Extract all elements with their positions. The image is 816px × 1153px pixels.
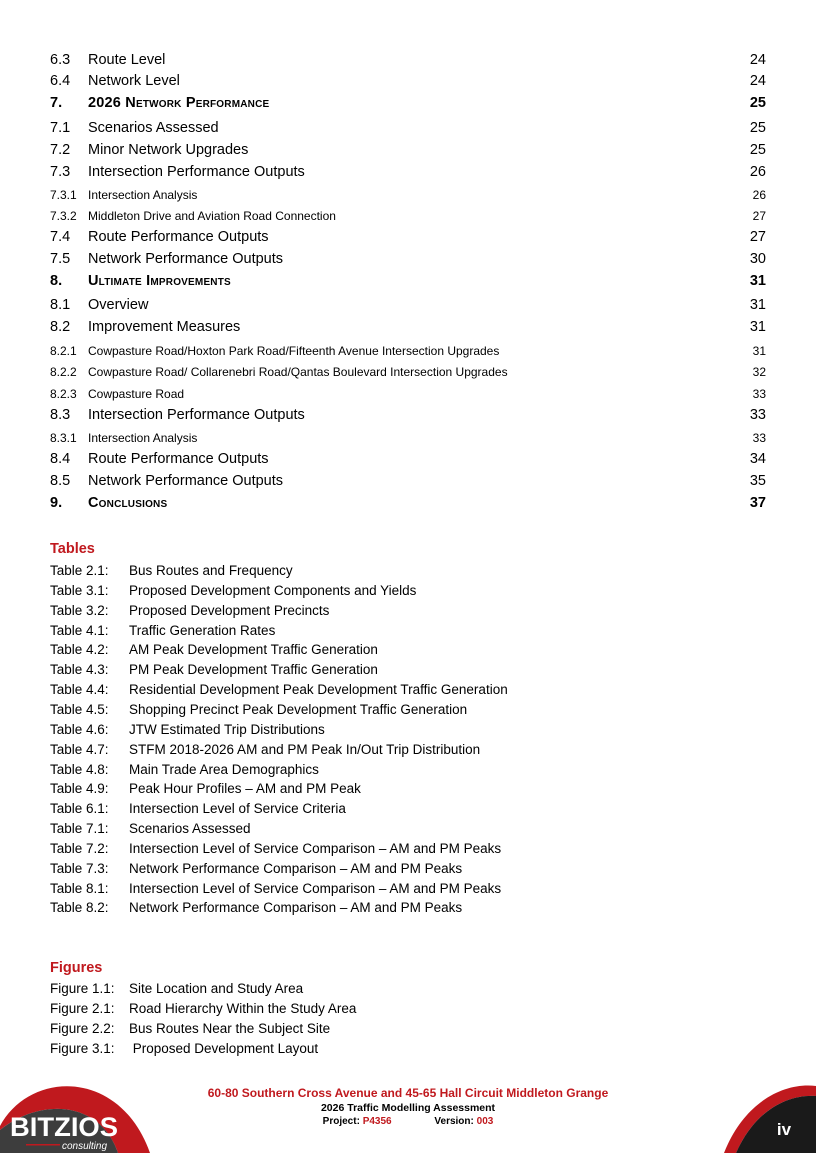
- toc-entry[interactable]: [50, 431, 766, 445]
- footer-subtitle: 2026 Traffic Modelling Assessment: [320, 1102, 496, 1114]
- toc-entry-number: 8.3.1: [50, 431, 77, 445]
- table-list-item-title: Traffic Generation Rates: [129, 622, 276, 638]
- toc-entry-page: 27: [752, 209, 766, 223]
- table-list-item-title: AM Peak Development Traffic Generation: [129, 642, 378, 658]
- toc-entry-title: Intersection Performance Outputs: [88, 164, 305, 180]
- table-list-item-label: Table 3.2:: [50, 602, 109, 618]
- toc-entry-title: Intersection Performance Outputs: [88, 407, 305, 423]
- table-list-item[interactable]: [50, 623, 275, 638]
- table-list-item[interactable]: [50, 841, 501, 856]
- toc-entry[interactable]: [50, 188, 766, 202]
- toc-entry-page: 30: [749, 251, 766, 267]
- toc-entry-number: 8.3: [50, 407, 71, 423]
- footer-project-code: P4356: [362, 1116, 392, 1127]
- footer-project-label: Project:: [322, 1116, 360, 1127]
- toc-entry-title: Network Level: [88, 73, 180, 89]
- table-list-item[interactable]: [50, 702, 467, 717]
- figure-list-item[interactable]: [50, 1041, 318, 1056]
- footer-version-code: 003: [476, 1116, 494, 1127]
- toc-entry[interactable]: [50, 209, 766, 223]
- table-list-item-label: Table 4.9:: [50, 781, 109, 797]
- toc-entry-page: 33: [752, 431, 766, 445]
- toc-entry[interactable]: [50, 344, 766, 358]
- toc-entry-page: 37: [749, 495, 766, 511]
- table-list-item[interactable]: [50, 801, 346, 816]
- toc-entry-page: 27: [749, 229, 766, 245]
- table-list-item[interactable]: [50, 821, 251, 836]
- toc-entry[interactable]: [50, 407, 766, 423]
- figure-list-item-label: Figure 2.2:: [50, 1021, 115, 1036]
- toc-entry-page: 25: [749, 142, 766, 158]
- toc-entry-number: 7.3: [50, 164, 71, 180]
- logo-tagline: consulting: [62, 1141, 108, 1152]
- toc-entry-number: 8.4: [50, 451, 71, 467]
- logo-tagline-rule: [26, 1144, 60, 1146]
- toc-entry-page: 31: [749, 319, 766, 335]
- toc-entry-title: Cowpasture Road: [88, 387, 185, 401]
- figure-list-item-title: Road Hierarchy Within the Study Area: [129, 1001, 357, 1016]
- table-list-item-label: Table 4.5:: [50, 701, 109, 717]
- figure-list-item[interactable]: [50, 1021, 330, 1036]
- toc-entry-page: 31: [752, 344, 766, 358]
- table-list-item[interactable]: [50, 861, 462, 876]
- figure-list-item-title: Proposed Development Layout: [129, 1041, 319, 1056]
- toc-entry-number: 7.2: [50, 142, 71, 158]
- toc-entry-number: 9.: [50, 495, 63, 511]
- table-list-item-label: Table 3.1:: [50, 582, 109, 598]
- footer-project-title: 60-80 Southern Cross Avenue and 45-65 Hall Circuit Middleton Grange: [207, 1086, 609, 1100]
- toc-entry-title: Route Level: [88, 52, 166, 68]
- table-list-item-title: Proposed Development Precincts: [129, 602, 330, 618]
- table-list-item[interactable]: [50, 900, 462, 915]
- toc-entry-number: 8.5: [50, 473, 71, 489]
- table-list-item-title: Proposed Development Components and Yields: [129, 582, 417, 598]
- toc-entry-page: 26: [752, 188, 766, 202]
- toc-entry-title: Overview: [88, 297, 149, 313]
- toc-entry[interactable]: [50, 387, 766, 401]
- table-list-item-label: Table 7.1:: [50, 821, 109, 837]
- footer-version-label: Version:: [434, 1116, 474, 1127]
- table-list-item[interactable]: [50, 642, 378, 657]
- table-list-item-title: Intersection Level of Service Criteria: [129, 801, 346, 817]
- table-list-item[interactable]: [50, 781, 361, 796]
- table-list-item-label: Table 4.8:: [50, 761, 109, 777]
- toc-entry[interactable]: [50, 164, 766, 180]
- footer-project-line: [0, 1116, 816, 1127]
- table-list-item-label: Table 7.2:: [50, 840, 109, 856]
- table-list-item-label: Table 4.1:: [50, 622, 109, 638]
- table-list-item[interactable]: [50, 762, 319, 777]
- table-list-item[interactable]: [50, 662, 378, 677]
- toc-entry[interactable]: [50, 229, 766, 245]
- table-list-item[interactable]: [50, 583, 416, 598]
- table-list-item-label: Table 4.2:: [50, 642, 109, 658]
- table-list-item-title: Network Performance Comparison – AM and PM Peaks: [129, 860, 463, 876]
- toc-entry[interactable]: [50, 297, 766, 313]
- toc-entry-title: Conclusions: [88, 495, 168, 511]
- toc-entry[interactable]: [50, 319, 766, 335]
- table-list-item[interactable]: [50, 563, 293, 578]
- figures-heading: Figures: [50, 960, 103, 976]
- toc-entry-number: 8.2.3: [50, 387, 77, 401]
- table-list-item-title: Intersection Level of Service Comparison – AM and PM Peaks: [129, 840, 502, 856]
- table-list-item[interactable]: [50, 682, 508, 697]
- toc-entry[interactable]: [50, 451, 766, 467]
- toc-entry-number: 7.3.2: [50, 209, 77, 223]
- toc-entry-number: 8.1: [50, 297, 71, 313]
- toc-entry-title: Cowpasture Road/ Collarenebri Road/Qantas Boulevard Intersection Upgrades: [88, 365, 508, 379]
- table-list-item-label: Table 4.6:: [50, 721, 109, 737]
- tables-heading: Tables: [50, 541, 95, 557]
- table-list-item-title: Main Trade Area Demographics: [129, 761, 319, 777]
- toc-entry[interactable]: [50, 52, 766, 68]
- table-list-item-label: Table 2.1:: [50, 563, 109, 578]
- table-list-item-title: PM Peak Development Traffic Generation: [129, 662, 378, 678]
- figure-list-item-label: Figure 3.1:: [50, 1041, 115, 1056]
- page-number: iv: [776, 1120, 792, 1139]
- toc-entry-title: Intersection Analysis: [88, 431, 198, 445]
- toc-entry-number: 6.4: [50, 73, 71, 89]
- toc-entry[interactable]: [50, 365, 766, 379]
- toc-entry-number: 7.3.1: [50, 188, 77, 202]
- toc-entry[interactable]: [50, 273, 766, 289]
- toc-entry-page: 34: [749, 451, 766, 467]
- table-list-item-title: STFM 2018-2026 AM and PM Peak In/Out Trip Distribution: [129, 741, 481, 757]
- toc-entry[interactable]: [50, 142, 766, 158]
- toc-entry-page: 31: [749, 273, 766, 289]
- table-list-item-title: Shopping Precinct Peak Development Traffic Generation: [129, 701, 468, 717]
- toc-entry-number: 8.2.2: [50, 365, 77, 379]
- table-list-item-title: Bus Routes and Frequency: [129, 563, 293, 578]
- toc-entry-number: 7.1: [50, 120, 71, 136]
- table-list-item-title: Residential Development Peak Development Traffic Generation: [129, 682, 508, 698]
- table-list-item[interactable]: [50, 722, 325, 737]
- page-number-badge: [724, 1082, 816, 1153]
- toc-entry-title: Middleton Drive and Aviation Road Connection: [88, 209, 336, 223]
- toc-entry-page: 33: [752, 387, 766, 401]
- toc-entry-number: 6.3: [50, 52, 71, 68]
- table-list-item-label: Table 8.1:: [50, 880, 109, 896]
- table-list-item-title: Intersection Level of Service Comparison – AM and PM Peaks: [129, 880, 502, 896]
- table-list-item[interactable]: [50, 742, 480, 757]
- toc-entry-title: Network Performance Outputs: [88, 251, 284, 267]
- table-list-item-title: Scenarios Assessed: [129, 821, 251, 837]
- toc-entry[interactable]: [50, 473, 766, 489]
- table-list-item[interactable]: [50, 603, 329, 618]
- toc-entry-title: Cowpasture Road/Hoxton Park Road/Fifteenth Avenue Intersection Upgrades: [88, 344, 500, 358]
- toc-entry-page: 24: [749, 73, 766, 89]
- toc-entry-title: 2026 Network Performance: [88, 95, 270, 111]
- table-list-item-label: Table 4.4:: [50, 682, 109, 698]
- toc-entry-title: Ultimate Improvements: [88, 273, 231, 289]
- toc-entry-title: Route Performance Outputs: [88, 451, 269, 467]
- toc-entry-title: Minor Network Upgrades: [88, 142, 249, 158]
- figure-list-item-title: Site Location and Study Area: [129, 981, 304, 996]
- table-list-item-label: Table 6.1:: [50, 801, 109, 817]
- table-list-item-title: Peak Hour Profiles – AM and PM Peak: [129, 781, 361, 797]
- figure-list-item-label: Figure 1.1:: [50, 981, 115, 996]
- toc-entry[interactable]: [50, 95, 766, 111]
- toc-entry-number: 8.2.1: [50, 344, 77, 358]
- toc-entry[interactable]: [50, 251, 766, 267]
- toc-entry-page: 25: [749, 95, 766, 111]
- toc-entry-page: 25: [749, 120, 766, 136]
- table-list-item-title: JTW Estimated Trip Distributions: [129, 721, 325, 737]
- toc-entry-page: 26: [749, 164, 766, 180]
- table-list-item[interactable]: [50, 881, 501, 896]
- toc-entry-page: 33: [749, 407, 766, 423]
- toc-entry-number: 7.: [50, 95, 63, 111]
- table-list-item-label: Table 8.2:: [50, 900, 109, 916]
- toc-entry-title: Route Performance Outputs: [88, 229, 269, 245]
- figure-list-item[interactable]: [50, 981, 303, 996]
- toc-entry-page: 32: [752, 365, 766, 379]
- toc-entry-title: Network Performance Outputs: [88, 473, 284, 489]
- figure-list-item-label: Figure 2.1:: [50, 1001, 115, 1016]
- table-list-item-label: Table 4.3:: [50, 662, 109, 678]
- table-list-item-label: Table 7.3:: [50, 860, 109, 876]
- toc-entry-number: 8.: [50, 273, 63, 289]
- toc-entry[interactable]: [50, 73, 766, 89]
- toc-entry-number: 8.2: [50, 319, 71, 335]
- toc-entry-number: 7.5: [50, 251, 71, 267]
- toc-entry-page: 31: [749, 297, 766, 313]
- toc-entry-title: Scenarios Assessed: [88, 120, 219, 136]
- toc-entry[interactable]: [50, 495, 766, 511]
- toc-entry-page: 24: [749, 52, 766, 68]
- toc-entry-title: Intersection Analysis: [88, 188, 198, 202]
- figure-list-item-title: Bus Routes Near the Subject Site: [129, 1021, 331, 1036]
- figure-list-item[interactable]: [50, 1001, 356, 1016]
- toc-entry-page: 35: [749, 473, 766, 489]
- toc-entry-number: 7.4: [50, 229, 71, 245]
- table-list-item-label: Table 4.7:: [50, 741, 109, 757]
- table-list-item-title: Network Performance Comparison – AM and PM Peaks: [129, 900, 463, 916]
- toc-entry-title: Improvement Measures: [88, 319, 241, 335]
- logo-wordmark: BITZIOS: [10, 1112, 118, 1142]
- toc-entry[interactable]: [50, 120, 766, 136]
